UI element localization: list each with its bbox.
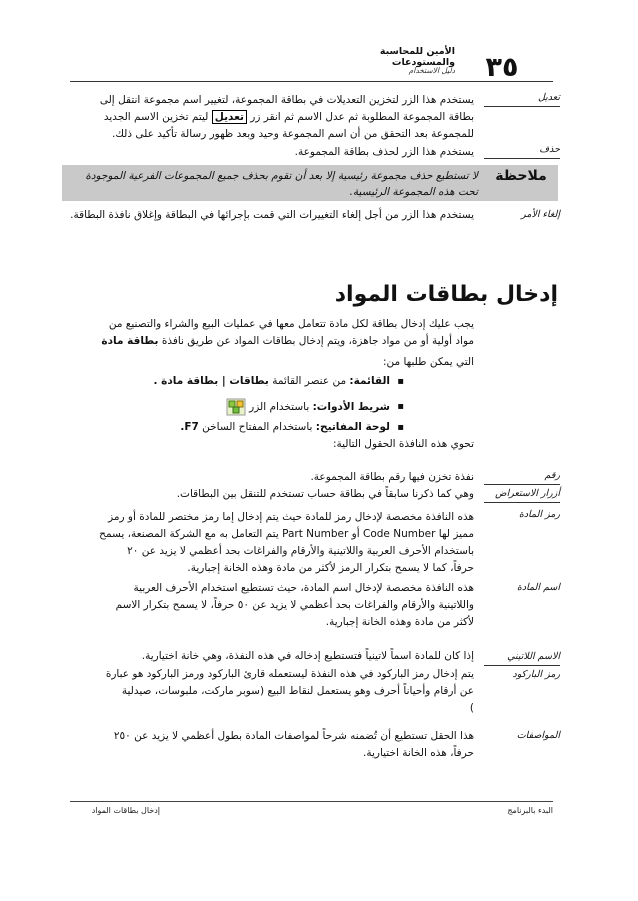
footer-divider (70, 801, 553, 802)
label-barcode: رمز الباركود (512, 669, 560, 680)
label-latin-name: الاسم اللاتيني (507, 651, 560, 662)
section-title: إدخال بطاقات المواد (334, 282, 558, 307)
text-line: يجب عليك إدخال بطاقة لكل مادة تتعامل معها في عمليات البيع والشراء والتصنيع من (108, 318, 474, 330)
field-number-description: نفذة تخزن فيها رقم بطاقة المجموعة. (310, 471, 474, 483)
text-line: بطاقة المجموعة المطلوبة ثم عدل الاسم ثم انقر زر تعديل ليتم تخزين الاسم الجديد (103, 111, 474, 123)
note-text: لا تستطيع حذف مجموعة رئيسية إلا بعد أن تقوم بحذف جميع المجموعات الفرعية الموجودة تحت هذه المجموعة الرئيسية. (85, 170, 478, 198)
material-card-ref: بطاقة مادة (101, 335, 159, 347)
label-divider (484, 484, 560, 485)
book-subtitle: دليل الاستخدام (408, 66, 455, 75)
material-card-toolbar-icon (226, 398, 246, 416)
text-line: يتم إدخال رمز الباركود في هذه النفذة ليستعمله قارئ الباركود ورمز الباركود هو عبارة (105, 668, 474, 680)
label-number: رقم (544, 470, 560, 481)
field-navigation-description: وهي كما ذكرنا سابقاً في بطاقة حساب تستخدم للتنقل بين البطاقات. (176, 488, 474, 500)
edit-description (62, 92, 474, 143)
field-latin-description: إذا كان للمادة اسماً لاتينياً فتستطيع إدخاله في هذه النفذة، وهي خانة اختيارية. (141, 650, 474, 662)
text-line: هذا الحقل تستطيع أن تُضمنه شرحاً لمواصفات المادة بطول أعظمي لا يزيد عن ٢٥٠ (113, 730, 474, 742)
label-divider (484, 158, 560, 159)
label-divider (484, 665, 560, 666)
list-item: ▪ شريط الأدوات: باستخدام الزر (62, 398, 404, 416)
page-number: ٣٥ (485, 52, 519, 83)
footer-chapter: البدء بالبرنامج (507, 806, 553, 815)
text-line: عن أرقام وأحياناً أحرف وهو يستعمل لنقاط البيع (سوبر ماركت، ملبوسات، صيدلية (121, 685, 474, 697)
text-line: باستخدام الأحرف العربية واللاتينية والأرقام والفراغات بحد أعظمي لا يزيد عن ٢٠ (127, 545, 474, 557)
field-barcode-description (62, 666, 474, 717)
label-navigation-buttons: أزرار الاستعراض (495, 488, 560, 499)
edit-button-ref: تعديل (212, 110, 247, 124)
text-line: حرفاً، هذه الخانة اختيارية. (362, 747, 474, 759)
cancel-description: يستخدم هذا الزر من أجل إلغاء التغييرات التي قمت بإجرائها في البطاقة وإغلاق نافذة البطاقة. (70, 209, 474, 221)
label-edit: تعديل (537, 92, 560, 103)
label-material-name: اسم المادة (516, 582, 560, 593)
text-line: التي يمكن طلبها من: (382, 356, 474, 368)
book-title: الأمين للمحاسبة والمستودعات (379, 46, 455, 68)
field-name-description (62, 580, 474, 631)
note-label: ملاحظة (495, 168, 547, 184)
label-material-code: رمز المادة (518, 509, 560, 520)
list-item: ▪ القائمة: من عنصر القائمة بطاقات | بطاقة مادة . (62, 373, 404, 390)
text-line: مواد أولية أو من مواد جاهزة، ويتم إدخال بطاقات المواد عن طريق نافذة بطاقة مادة (101, 335, 474, 347)
text-line: هذه النافذة مخصصة لإدخال اسم المادة، حيث تستطيع استخدام الأحرف العربية (133, 582, 474, 594)
text-line: هذه النافذة مخصصة لإدخال رمز للمادة حيث يتم إدخال إما رمز مختصر للمادة أو رمز (108, 511, 474, 523)
delete-description: يستخدم هذا الزر لحذف بطاقة المجموعة. (294, 146, 474, 158)
header-divider (70, 81, 553, 82)
footer-section: إدخال بطاقات المواد (91, 806, 160, 815)
text-line: واللاتينية والأرقام والفراغات بحد أعظمي لا يزيد عن ٥٠ حرفاً، لا يسمح بتكرار الاسم (115, 599, 474, 611)
label-delete: حذف (539, 144, 560, 155)
text-line: لأكثر من مادة وهذه الخانة إجبارية. (325, 616, 474, 628)
label-divider (484, 502, 560, 503)
text-line: حرفاً، كما لا يسمح بتكرار الرمز لأكثر من مادة وهذه الخانة إجبارية. (187, 562, 474, 574)
text-line: ) (469, 702, 474, 714)
text-line: تحوي هذه النافذة الحقول التالية: (332, 438, 474, 450)
label-cancel: إلغاء الأمر (521, 209, 560, 220)
open-methods-list (62, 373, 404, 436)
label-specifications: المواصفات (516, 730, 560, 741)
field-code-description (62, 509, 474, 577)
list-item: ▪ لوحة المفاتيح: باستخدام المفتاح الساخن F7. (62, 419, 404, 436)
section-intro (62, 316, 474, 453)
text-line: يستخدم هذا الزر لتخزين التعديلات في بطاقة المجموعة، لتغيير اسم مجموعة انتقل إلى (99, 94, 474, 106)
label-divider (484, 106, 560, 107)
field-specifications-description (62, 728, 474, 762)
text-line: مميز لها Code Number أو Part Number يتم التعامل به مع الشركة المصنعة، يسمح (99, 528, 474, 540)
text-line: للمجموعة بعد التحقق من أن اسم المجموعة وحيد وبعد ظهور رسالة تأكيد على ذلك. (112, 128, 474, 140)
